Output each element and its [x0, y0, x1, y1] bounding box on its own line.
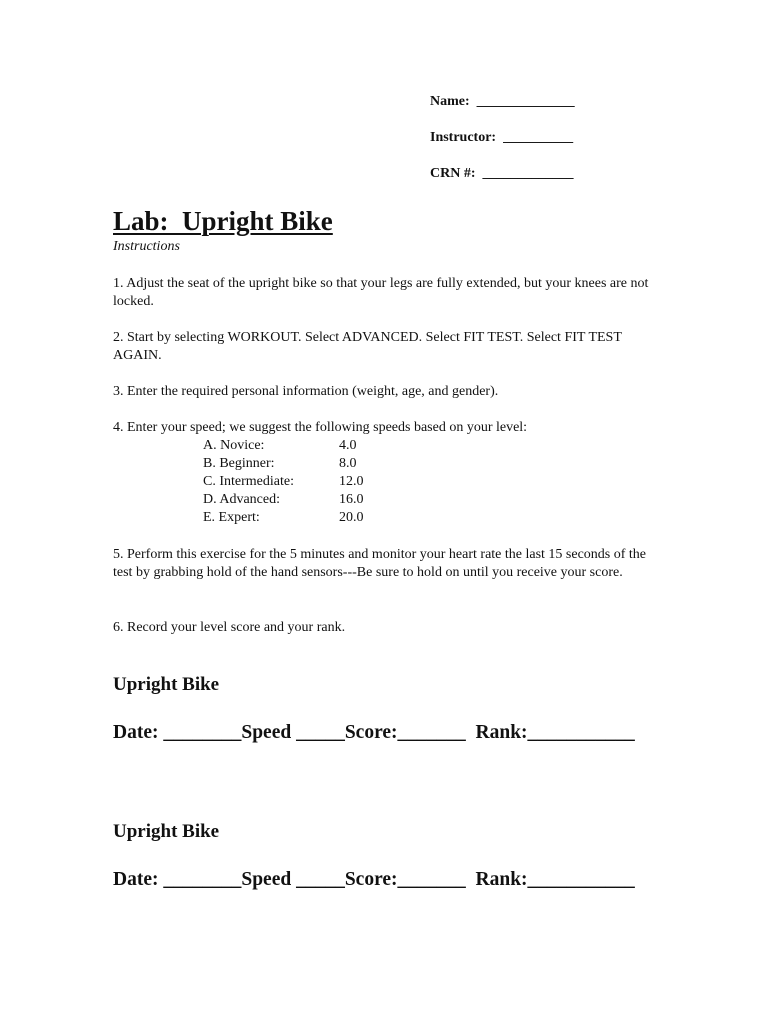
instruction-step-3: 3. Enter the required personal information (weight, age, and gender). — [113, 384, 499, 399]
level-speed: 20.0 — [339, 510, 364, 525]
instruction-step-5: 5. Perform this exercise for the 5 minutes and monitor your heart rate the last 15 seconds of the test by grabbing hold of the hand sensors---Be sure to hold on until you receive your score. — [113, 547, 647, 580]
level-label: E. Expert: — [203, 510, 260, 525]
instruction-step-1: 1. Adjust the seat of the upright bike so that your legs are fully extended, but your knees are not locked. — [113, 276, 649, 309]
level-speed: 12.0 — [339, 474, 364, 489]
record-section-title: Upright Bike — [113, 674, 220, 695]
level-speed: 16.0 — [339, 492, 364, 507]
level-speed: 8.0 — [339, 456, 357, 471]
level-label: C. Intermediate: — [203, 474, 294, 489]
crn-field: CRN #: _____________ — [430, 166, 574, 181]
record-entry-line: Date: ________Speed _____Score:_______ Rank:___________ — [113, 869, 635, 890]
level-label: D. Advanced: — [203, 492, 280, 507]
level-label: A. Novice: — [203, 438, 265, 453]
page-title: Lab: Upright Bike — [113, 206, 333, 236]
instructions-subtitle: Instructions — [113, 239, 180, 254]
level-speed: 4.0 — [339, 438, 357, 453]
name-field: Name: ______________ — [430, 94, 575, 109]
record-section-title: Upright Bike — [113, 821, 220, 842]
instruction-step-6: 6. Record your level score and your rank. — [113, 620, 346, 635]
level-label: B. Beginner: — [203, 456, 275, 471]
record-entry-line: Date: ________Speed _____Score:_______ Rank:___________ — [113, 722, 635, 743]
instruction-step-4: 4. Enter your speed; we suggest the following speeds based on your level: — [113, 420, 528, 435]
instructor-field: Instructor: __________ — [430, 130, 574, 145]
instruction-step-2: 2. Start by selecting WORKOUT. Select ADVANCED. Select FIT TEST. Select FIT TEST AGAIN. — [113, 330, 622, 363]
